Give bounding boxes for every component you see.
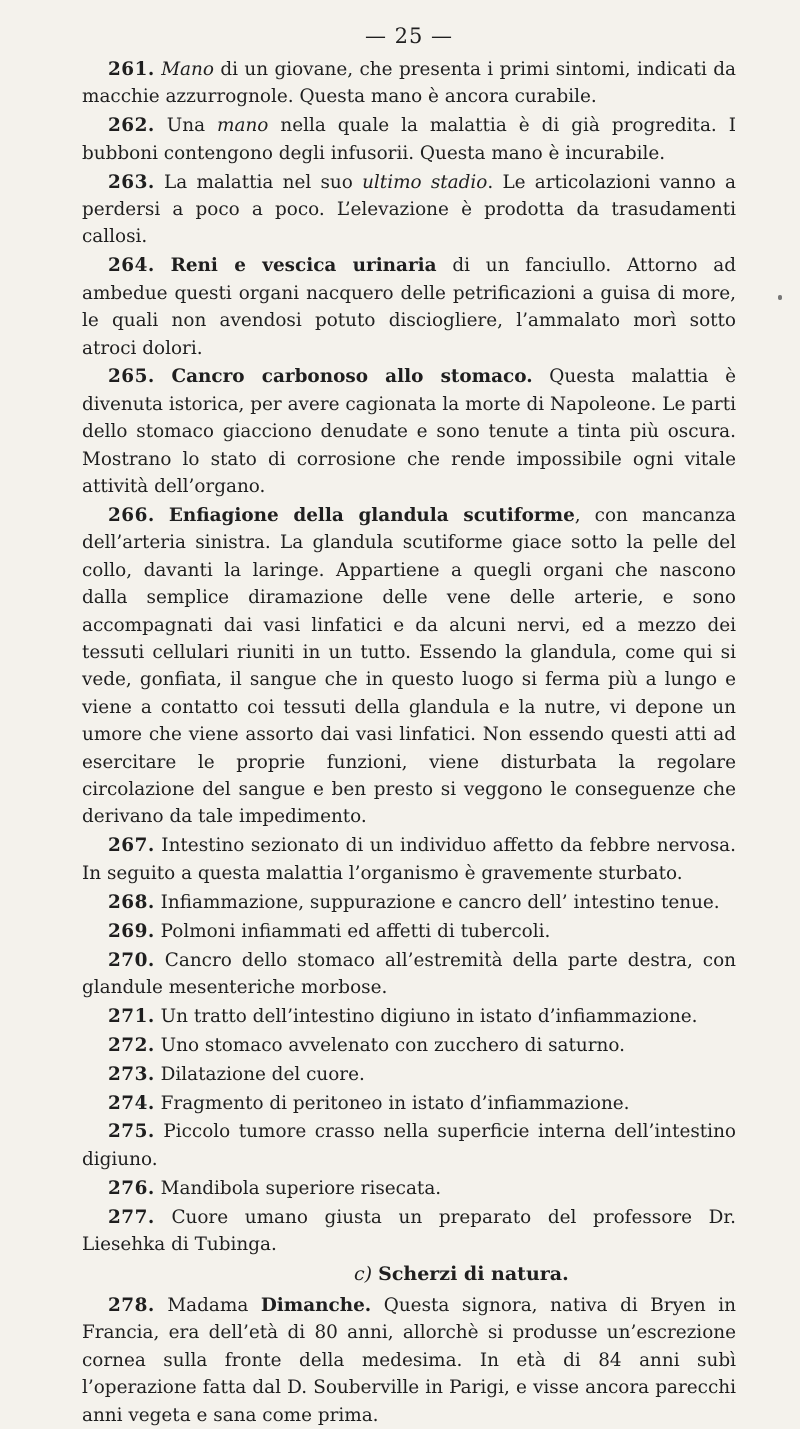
entry-274: 274. Fragmento di peritoneo in istato d’infiammazione. [108, 1092, 630, 1114]
entry-heading: Reni e vescica urinaria [170, 255, 437, 277]
entry-number: 271. [108, 1005, 155, 1027]
entry-heading: Dimanche. [260, 1294, 372, 1316]
entry-number: 270. [108, 949, 155, 971]
entry-number: 273. [108, 1063, 155, 1085]
entry-269: 269. Polmoni infiammati ed affetti di tubercoli. [108, 920, 551, 942]
entry-265: 265. Cancro carbonoso allo stomaco. Questa malattia è divenuta istorica, per avere cagionata la morte di Napoleone. Le parti dello stomaco giacciono denudate e sono tenute a tinta più oscura. Mostrano lo stato di corrosione che rende impossibile ogni vitale attività dell’organo. [82, 366, 736, 498]
entry-number: 275. [108, 1121, 155, 1143]
entry-italic: Mano [161, 59, 214, 80]
entry-number: 269. [108, 920, 155, 942]
entry-266: 266. Enfiagione della glandula scutiforme, con mancanza dell’arteria sinistra. La glandula scutiforme giace sotto la pelle del collo, davanti la laringe. Appartiene a quegli organi che nascono dalla semplice diramazione delle vene delle arterie, e sono accompagnati dai vasi linfatici e da alcuni nervi, ed a mezzo dei tessuti cellulari riuniti in un tutto. Essendo la glandula, come qui si vede, gonfiata, il sangue che in questo luogo si ferma più a lungo e viene a contatto coi tessuti della glandula e la nutre, vi depone un umore che viene assorto dai vasi linfatici. Non essendo questi atti ad esercitare le proprie funzioni, viene disturbata la regolare circolazione del sangue e ben presto si veggono le conseguenze che derivano da tale impedimento. [82, 505, 736, 828]
entry-number: 266. [108, 505, 155, 526]
entry-heading: Enfiagione della glandula scutiforme [168, 505, 575, 526]
entry-italic: ultimo stadio [362, 171, 488, 193]
entry-number: 261. [108, 59, 155, 80]
print-speck [778, 295, 782, 300]
entry-272: 272. Uno stomaco avvelenato con zucchero di saturno. [108, 1034, 625, 1056]
entry-275: 275. Piccolo tumore crasso nella superficie interna dell’intestino digiuno. [82, 1121, 736, 1170]
entry-271: 271. Un tratto dell’intestino digiuno in istato d’infiammazione. [108, 1005, 698, 1027]
entry-267: 267. Intestino sezionato di un individuo affetto da febbre nervosa. In seguito a questa malattia l’organismo è gravemente sturbato. [82, 835, 736, 884]
entry-278: 278. Madama Dimanche. Questa signora, nativa di Bryen in Francia, era dell’età di 80 anni, allorchè si produsse un’escrezione cornea sulla fronte della medesima. In età di 84 anni subì l’operazione fatta dal D. Souberville in Parigi, e visse ancora parecchi anni vegeta e sana come prima. [82, 1294, 736, 1426]
entry-number: 267. [108, 835, 155, 857]
section-heading [82, 1260, 736, 1289]
entry-number: 268. [108, 891, 155, 913]
entry-number: 278. [108, 1294, 155, 1316]
entry-number: 276. [108, 1177, 155, 1199]
entry-276: 276. Mandibola superiore risecata. [108, 1177, 442, 1199]
entry-277: 277. Cuore umano giusta un preparato del professore Dr. Liesehka di Tubinga. [82, 1206, 736, 1256]
entry-number: 262. [108, 115, 155, 137]
entry-italic: mano [217, 115, 269, 137]
entry-273: 273. Dilatazione del cuore. [108, 1063, 365, 1085]
entry-number: 277. [108, 1206, 155, 1228]
entry-number: 265. [108, 366, 155, 388]
entry-264: 264. Reni e vescica urinaria di un fanciullo. Attorno ad ambedue questi organi nacquero delle petrificazioni a guisa di more, le quali non avendosi potuto disciogliere, l’ammalato morì sotto atroci dolori. [82, 255, 736, 359]
entry-268: 268. Infiammazione, suppurazione e cancro dell’ intestino tenue. [108, 891, 720, 913]
entry-number: 274. [108, 1092, 155, 1114]
section-title: Scherzi di natura. [378, 1262, 569, 1285]
entry-261: 261. Mano di un giovane, che presenta i primi sintomi, indicati da macchie azzurrognole. Questa mano è ancora curabile. [82, 59, 736, 108]
entry-number: 264. [108, 255, 155, 277]
entry-number: 263. [108, 171, 155, 193]
entry-number: 272. [108, 1034, 155, 1056]
section-label: c) [354, 1262, 373, 1285]
entry-270: 270. Cancro dello stomaco all’estremità della parte destra, con glandule mesenteriche morbose. [82, 949, 736, 998]
entry-262: 262. Una mano nella quale la malattia è di già progredita. I bubboni contengono degli infusorii. Questa mano è incurabile. [82, 115, 736, 164]
entry-heading: Cancro carbonoso allo stomaco. [171, 366, 533, 388]
page-number: — 25 — [364, 24, 454, 48]
entry-263: 263. La malattia nel suo ultimo stadio. Le articolazioni vanno a perdersi a poco a poco. L’elevazione è prodotta da trasudamenti callosi. [82, 171, 736, 248]
